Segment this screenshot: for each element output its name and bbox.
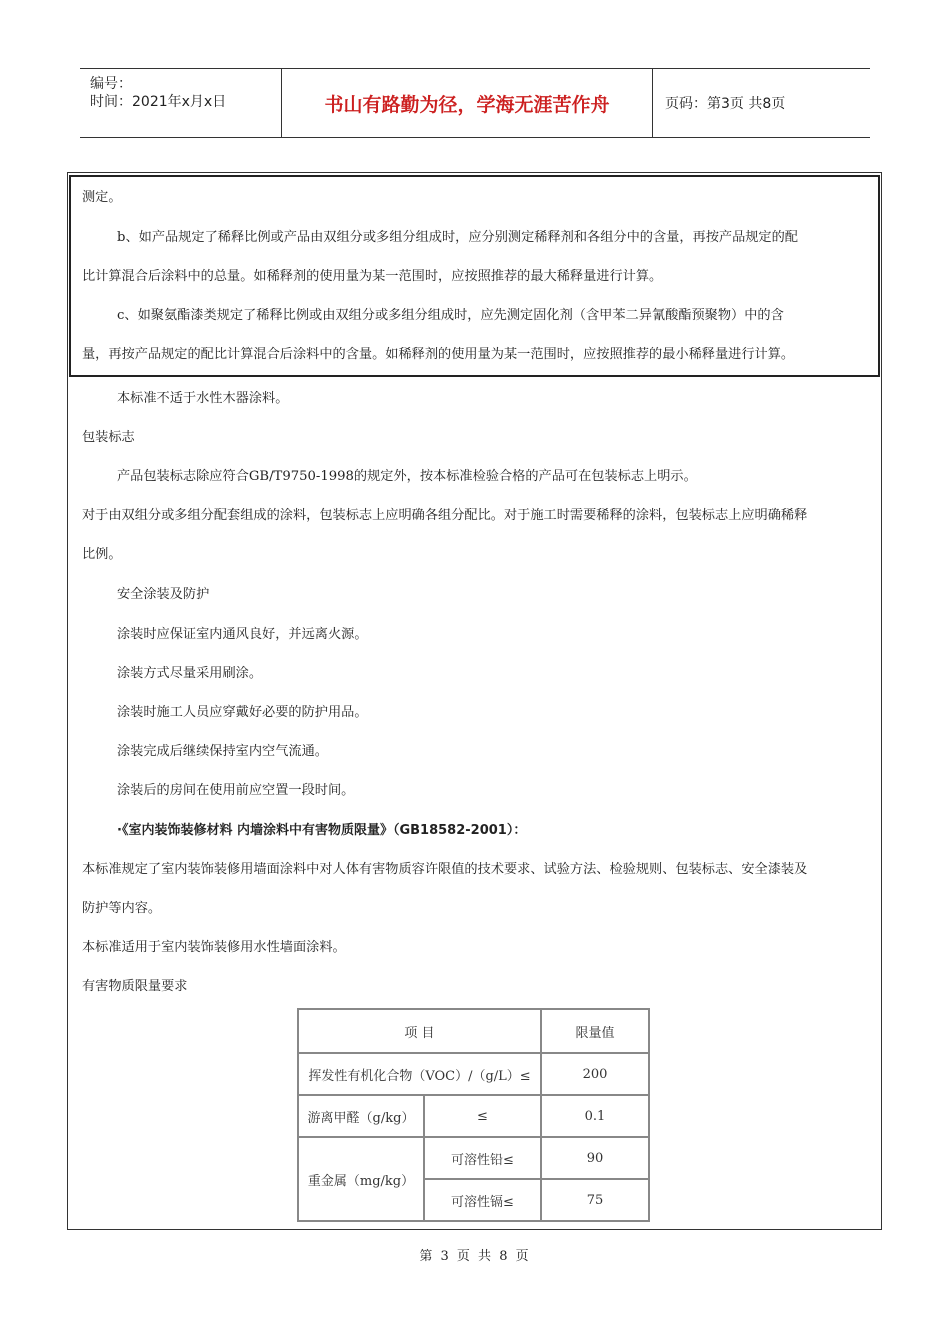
safety-item-brushing: 涂装方式尽量采用刷涂。 <box>117 666 263 681</box>
cell-formaldehyde-operator: ≤ <box>424 1095 541 1137</box>
header-motto: 书山有路勤为径，学海无涯苦作舟 <box>282 69 653 137</box>
cell-voc-label: 挥发性有机化合物（VOC）/（g/L）≤ <box>298 1053 541 1095</box>
cell-voc-value: 200 <box>541 1053 649 1095</box>
table-row <box>298 1053 649 1095</box>
cell-lead-label: 可溶性铅≤ <box>424 1137 541 1179</box>
paragraph-ratio-line2: 比例。 <box>82 547 122 562</box>
paragraph-standard-line1: 本标准规定了室内装饰装修用墙面涂料中对人体有害物质容许限值的技术要求、试验方法、检验规则、包装标志、安全漆装及 <box>82 862 808 877</box>
paragraph-ratio-line1: 对于由双组分或多组分配套组成的涂料，包装标志上应明确各组分配比。对于施工时需要稀释的涂料，包装标志上应明确稀释 <box>82 508 808 523</box>
cell-lead-value: 90 <box>541 1137 649 1179</box>
page-indicator: 页码：第3页 共8页 <box>665 96 786 112</box>
safety-item-ventilation: 涂装时应保证室内通风良好，并远离火源。 <box>117 627 368 642</box>
table-row <box>298 1137 649 1179</box>
heading-limits: 有害物质限量要求 <box>82 979 188 994</box>
cell-formaldehyde-label: 游离甲醛（g/kg） <box>298 1095 424 1137</box>
paragraph-applicability: 本标准适用于室内装饰装修用水性墙面涂料。 <box>82 940 346 955</box>
paragraph-standard-line2: 防护等内容。 <box>82 901 162 916</box>
box-item-c-line1: c、如聚氨酯漆类规定了稀释比例或由双组分或多组分组成时，应先测定固化剂（含甲苯二异氰酸酯预聚物）中的含 <box>117 308 784 323</box>
page-header <box>80 68 870 138</box>
cell-formaldehyde-value: 0.1 <box>541 1095 649 1137</box>
box-item-b-line2: 比计算混合后涂料中的总量。如稀释剂的使用量为某一范围时，应按照推荐的最大稀释量进行计算。 <box>82 269 663 284</box>
box-item-b-line1: b、如产品规定了稀释比例或产品由双组分或多组分组成时，应分别测定稀释剂和各组分中的含量，再按产品规定的配 <box>117 230 798 245</box>
paragraph-scope-note: 本标准不适于水性木器涂料。 <box>117 391 289 406</box>
safety-item-protection: 涂装时施工人员应穿戴好必要的防护用品。 <box>117 705 368 720</box>
box-line-1: 测定。 <box>82 190 122 205</box>
paragraph-packaging: 产品包装标志除应符合GB/T9750-1998的规定外，按本标准检验合格的产品可在包装标志上明示。 <box>117 469 697 484</box>
header-meta <box>80 69 282 137</box>
limits-table <box>297 1008 650 1222</box>
table-header-limit: 限量值 <box>541 1009 649 1053</box>
doc-date: 时间：2021年x月x日 <box>90 94 227 110</box>
page-footer: 第 3 页 共 8 页 <box>419 1249 531 1264</box>
doc-number: 编号： <box>90 76 132 92</box>
table-row <box>298 1095 649 1137</box>
table-header-item: 项 目 <box>298 1009 541 1053</box>
safety-item-airflow: 涂装完成后继续保持室内空气流通。 <box>117 744 328 759</box>
box-item-c-line2: 量，再按产品规定的配比计算混合后涂料中的含量。如稀释剂的使用量为某一范围时，应按照推荐的最小稀释量进行计算。 <box>82 347 795 362</box>
heading-packaging: 包装标志 <box>82 430 135 445</box>
cell-cadmium-value: 75 <box>541 1179 649 1221</box>
cell-heavy-metal-label: 重金属（mg/kg） <box>298 1137 424 1221</box>
heading-safety: 安全涂装及防护 <box>117 587 210 602</box>
safety-item-vacancy: 涂装后的房间在使用前应空置一段时间。 <box>117 783 355 798</box>
table-row <box>298 1009 649 1053</box>
standard-title: ·《室内装饰装修材料 内墙涂料中有害物质限量》（GB18582-2001）： <box>117 823 527 838</box>
cell-cadmium-label: 可溶性镉≤ <box>424 1179 541 1221</box>
